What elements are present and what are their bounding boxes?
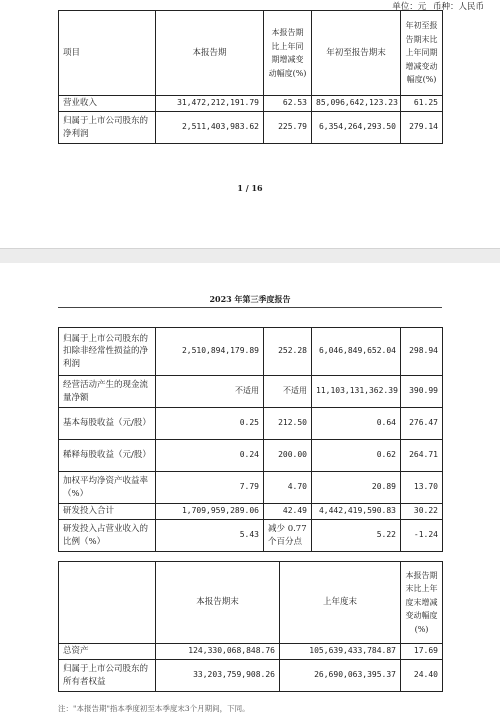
row-ytd: 4,442,419,590.83 bbox=[312, 504, 401, 520]
row-current-change: 225.79 bbox=[264, 112, 312, 144]
row-item: 归属于上市公司股东的扣除非经常性损益的净利润 bbox=[59, 328, 156, 376]
balance-sheet-table bbox=[58, 561, 443, 692]
row-item: 稀释每股收益（元/股） bbox=[59, 440, 156, 472]
row-ytd: 5.22 bbox=[312, 520, 401, 552]
header-period-end: 本报告期末 bbox=[156, 562, 280, 644]
page-number: 1 / 16 bbox=[237, 183, 263, 193]
table-row bbox=[59, 504, 443, 520]
row-current-change: 4.70 bbox=[264, 472, 312, 504]
header-current-change: 本报告期比上年同期增减变动幅度(%) bbox=[264, 11, 312, 96]
row-ytd-change: 13.70 bbox=[401, 472, 443, 504]
table-row bbox=[59, 328, 443, 376]
row-item: 研发投入占营业收入的比例（%） bbox=[59, 520, 156, 552]
table-row bbox=[59, 440, 443, 472]
balance-header-row bbox=[59, 562, 443, 644]
row-item: 加权平均净资产收益率（%） bbox=[59, 472, 156, 504]
currency-label: 币种：人民币 bbox=[432, 2, 484, 12]
row-ytd-change: 279.14 bbox=[401, 112, 443, 144]
table-row bbox=[59, 660, 443, 692]
row-ytd: 6,046,849,652.04 bbox=[312, 328, 401, 376]
row-current-change: 212.50 bbox=[264, 408, 312, 440]
row-ytd-change: 61.25 bbox=[401, 96, 443, 112]
row-current: 31,472,212,191.79 bbox=[156, 96, 264, 112]
row-ytd: 85,096,642,123.23 bbox=[312, 96, 401, 112]
row-current-change: 62.53 bbox=[264, 96, 312, 112]
row-current: 不适用 bbox=[156, 376, 264, 408]
financial-detail-table bbox=[58, 327, 443, 552]
row-prior-year-end: 26,690,063,395.37 bbox=[280, 660, 401, 692]
row-ytd-change: 264.71 bbox=[401, 440, 443, 472]
row-current-change: 减少 0.77 个百分点 bbox=[264, 520, 312, 552]
row-item: 归属于上市公司股东的净利润 bbox=[59, 112, 156, 144]
row-ytd: 0.64 bbox=[312, 408, 401, 440]
row-item: 基本每股收益（元/股） bbox=[59, 408, 156, 440]
row-current-change: 42.49 bbox=[264, 504, 312, 520]
row-ytd: 11,103,131,362.39 bbox=[312, 376, 401, 408]
row-ytd-change: 298.94 bbox=[401, 328, 443, 376]
row-item: 营业收入 bbox=[59, 96, 156, 112]
table-row bbox=[59, 376, 443, 408]
row-ytd-change: 276.47 bbox=[401, 408, 443, 440]
row-item: 总资产 bbox=[59, 644, 156, 660]
row-ytd-change: 30.22 bbox=[401, 504, 443, 520]
row-current-change: 不适用 bbox=[264, 376, 312, 408]
header-prior-year-end: 上年度末 bbox=[280, 562, 401, 644]
row-ytd: 20.89 bbox=[312, 472, 401, 504]
header-current-period: 本报告期 bbox=[156, 11, 264, 96]
table-row bbox=[59, 96, 443, 112]
row-current: 0.24 bbox=[156, 440, 264, 472]
table-row bbox=[59, 112, 443, 144]
row-current: 5.43 bbox=[156, 520, 264, 552]
header-ytd-change: 年初至报告期末比上年同期增减变动幅度(%) bbox=[401, 11, 443, 96]
table-header-row bbox=[59, 11, 443, 96]
table-row bbox=[59, 644, 443, 660]
row-item: 经营活动产生的现金流量净额 bbox=[59, 376, 156, 408]
row-item: 归属于上市公司股东的所有者权益 bbox=[59, 660, 156, 692]
row-ytd-change: 390.99 bbox=[401, 376, 443, 408]
row-ytd-change: -1.24 bbox=[401, 520, 443, 552]
report-title: 2023 年第三季度报告 bbox=[209, 294, 291, 304]
document-page-1 bbox=[0, 0, 500, 248]
row-current: 7.79 bbox=[156, 472, 264, 504]
header-ytd: 年初至报告期末 bbox=[312, 11, 401, 96]
row-item: 研发投入合计 bbox=[59, 504, 156, 520]
row-ytd: 6,354,264,293.50 bbox=[312, 112, 401, 144]
row-current: 1,709,959,289.06 bbox=[156, 504, 264, 520]
document-page-2 bbox=[0, 263, 500, 713]
title-divider bbox=[58, 307, 442, 308]
table-row bbox=[59, 520, 443, 552]
header-balance-change: 本报告期末比上年度末增减变动幅度(%) bbox=[401, 562, 443, 644]
row-current: 2,510,894,179.89 bbox=[156, 328, 264, 376]
balance-header-blank bbox=[59, 562, 156, 644]
financial-summary-table bbox=[58, 10, 443, 144]
row-ytd: 0.62 bbox=[312, 440, 401, 472]
row-current: 0.25 bbox=[156, 408, 264, 440]
unit-label: 单位：元 bbox=[392, 2, 427, 12]
table-row bbox=[59, 472, 443, 504]
header-item: 项目 bbox=[59, 11, 156, 96]
page-separator bbox=[0, 248, 500, 264]
row-prior-year-end: 105,639,433,784.87 bbox=[280, 644, 401, 660]
table-row bbox=[59, 408, 443, 440]
row-current-change: 200.00 bbox=[264, 440, 312, 472]
footnote-text: 注："本报告期"指本季度初至本季度末3个月期间，下同。 bbox=[58, 704, 250, 713]
row-period-end: 124,330,068,848.76 bbox=[156, 644, 280, 660]
row-current: 2,511,403,983.62 bbox=[156, 112, 264, 144]
row-current-change: 252.28 bbox=[264, 328, 312, 376]
row-period-end: 33,203,759,908.26 bbox=[156, 660, 280, 692]
row-balance-change: 24.40 bbox=[401, 660, 443, 692]
row-balance-change: 17.69 bbox=[401, 644, 443, 660]
